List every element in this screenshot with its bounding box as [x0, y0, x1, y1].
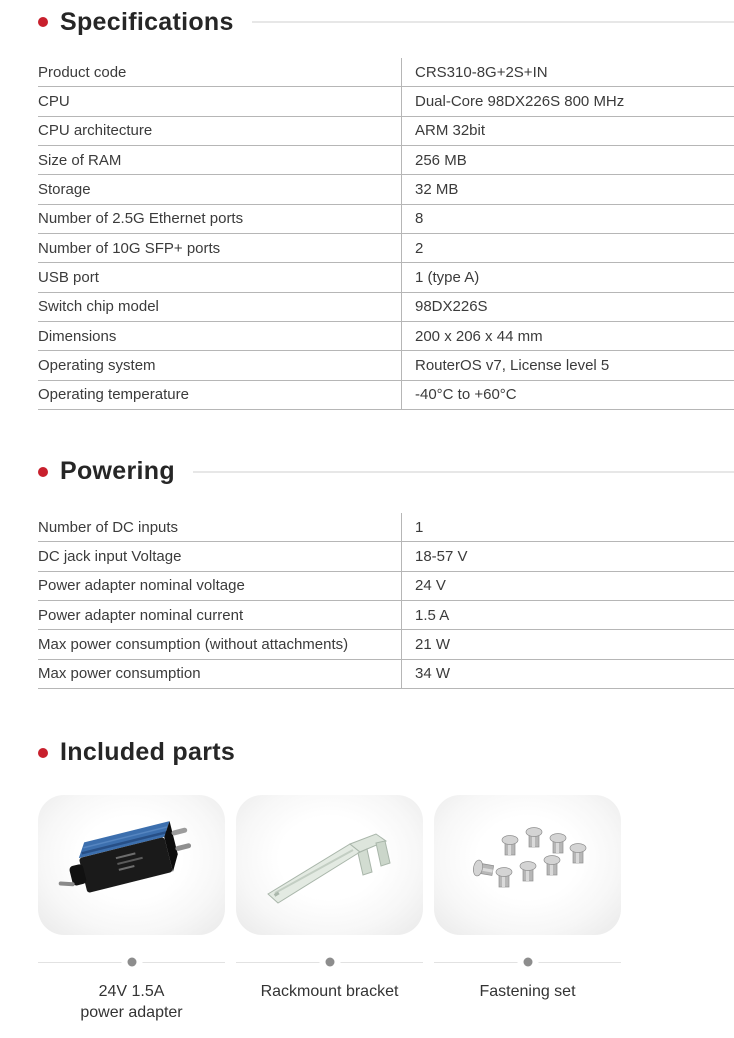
caption-line: power adapter	[80, 1003, 183, 1021]
part-caption	[236, 981, 423, 1002]
table-row	[38, 542, 734, 571]
specifications-header	[38, 8, 734, 36]
power-adapter-image	[52, 810, 212, 920]
spec-value: ARM 32bit	[415, 122, 486, 140]
rackmount-bracket-image	[250, 810, 410, 920]
table-row	[38, 205, 734, 234]
spec-value: 21 W	[415, 635, 451, 653]
spec-value: 34 W	[415, 665, 451, 683]
spec-value: 256 MB	[415, 151, 467, 169]
spec-label: USB port	[38, 263, 402, 291]
divider-dot-icon	[127, 958, 136, 967]
table-row	[38, 117, 734, 146]
spec-value: 24 V	[415, 577, 446, 595]
table-row	[38, 381, 734, 410]
part-caption	[434, 981, 621, 1002]
table-row	[38, 58, 734, 87]
spec-label: Max power consumption (without attachments)	[38, 630, 402, 658]
spec-label: Number of 10G SFP+ ports	[38, 234, 402, 262]
spec-label: Number of 2.5G Ethernet ports	[38, 205, 402, 233]
specifications-table	[38, 58, 734, 410]
spec-label: Max power consumption	[38, 660, 402, 688]
header-rule	[193, 471, 734, 473]
table-row	[38, 263, 734, 292]
spec-value: 8	[415, 210, 424, 228]
part-rackmount-bracket	[236, 795, 423, 1023]
spec-value: 1 (type A)	[415, 268, 480, 286]
table-row	[38, 146, 734, 175]
part-card	[434, 795, 621, 935]
spec-value: 18-57 V	[415, 547, 468, 565]
included-parts-list	[38, 795, 734, 1023]
fastening-set-image	[448, 810, 608, 920]
table-row	[38, 351, 734, 380]
powering-header	[38, 458, 734, 486]
divider-dot-icon	[523, 958, 532, 967]
included-parts-header	[38, 739, 734, 767]
spec-label: Power adapter nominal current	[38, 601, 402, 629]
table-row	[38, 293, 734, 322]
spec-label: Number of DC inputs	[38, 513, 402, 541]
table-row	[38, 630, 734, 659]
part-card	[38, 795, 225, 935]
table-row	[38, 513, 734, 542]
table-row	[38, 234, 734, 263]
spec-label: Operating temperature	[38, 381, 402, 409]
spec-value: 2	[415, 239, 424, 257]
part-fastening-set	[434, 795, 621, 1023]
spec-label: DC jack input Voltage	[38, 542, 402, 570]
spec-label: Operating system	[38, 351, 402, 379]
table-row	[38, 175, 734, 204]
red-bullet-icon	[38, 748, 48, 758]
table-row	[38, 572, 734, 601]
section-title: Included parts	[60, 738, 236, 767]
part-power-adapter	[38, 795, 225, 1023]
caption-line: Rackmount bracket	[260, 982, 399, 1000]
section-title: Specifications	[60, 7, 234, 36]
spec-label: Storage	[38, 175, 402, 203]
spec-value: -40°C to +60°C	[415, 386, 517, 404]
spec-value: Dual-Core 98DX226S 800 MHz	[415, 92, 625, 110]
spec-value: 32 MB	[415, 180, 459, 198]
spec-label: Power adapter nominal voltage	[38, 572, 402, 600]
part-divider	[236, 958, 423, 967]
spec-value: CRS310-8G+2S+IN	[415, 63, 548, 81]
spec-label: CPU architecture	[38, 117, 402, 145]
red-bullet-icon	[38, 467, 48, 477]
spec-value: 98DX226S	[415, 298, 488, 316]
part-divider	[434, 958, 621, 967]
spec-label: Switch chip model	[38, 293, 402, 321]
part-divider	[38, 958, 225, 967]
powering-table	[38, 513, 734, 689]
caption-line: Fastening set	[479, 982, 576, 1000]
spec-value: 1	[415, 518, 424, 536]
table-row	[38, 601, 734, 630]
part-card	[236, 795, 423, 935]
divider-dot-icon	[325, 958, 334, 967]
red-bullet-icon	[38, 17, 48, 27]
spec-label: Dimensions	[38, 322, 402, 350]
spec-label: Product code	[38, 58, 402, 86]
section-title: Powering	[60, 457, 175, 486]
spec-value: RouterOS v7, License level 5	[415, 356, 610, 374]
spec-value: 200 x 206 x 44 mm	[415, 327, 543, 345]
caption-line: 24V 1.5A	[98, 982, 165, 1000]
table-row	[38, 660, 734, 689]
spec-label: CPU	[38, 87, 402, 115]
table-row	[38, 87, 734, 116]
header-rule	[252, 21, 734, 23]
spec-value: 1.5 A	[415, 606, 450, 624]
spec-label: Size of RAM	[38, 146, 402, 174]
part-caption	[38, 981, 225, 1023]
table-row	[38, 322, 734, 351]
